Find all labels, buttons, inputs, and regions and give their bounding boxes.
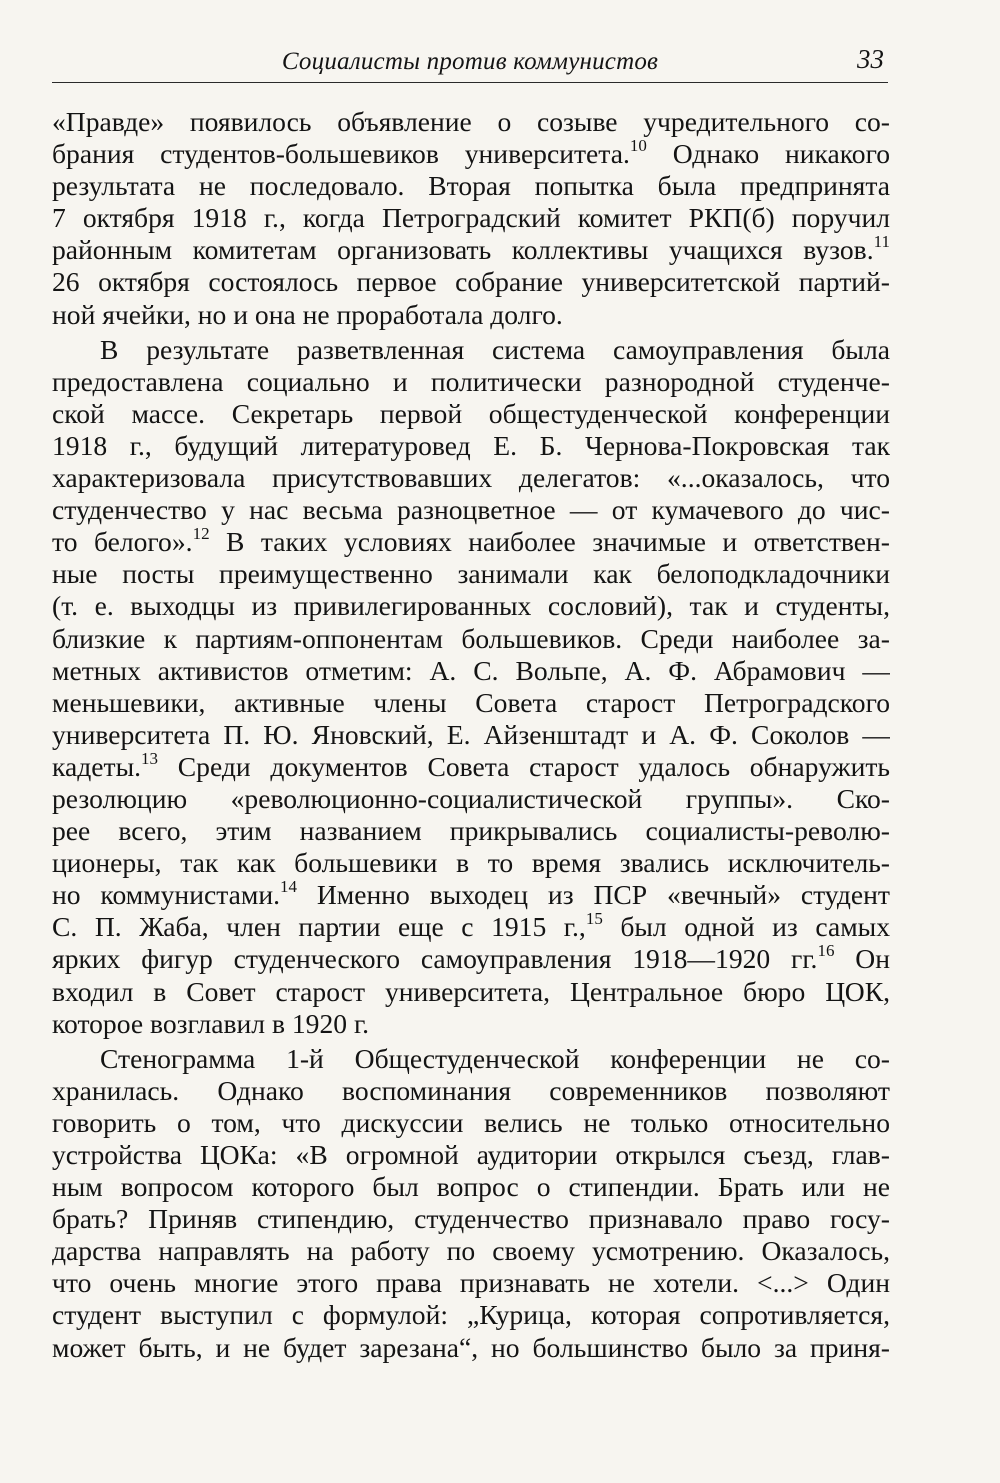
text-line: ярких фигур студенческого самоуправления 1918—1920 гг.$^{16}$ Он: [52, 943, 890, 975]
footnote-marker: 13: [141, 750, 159, 768]
text-line: близкие к партиям-оппонентам большевиков. Среди наиболее за-: [52, 622, 890, 654]
text-line: (т. е. выходцы из привилегированных сословий), так и студенты,: [52, 590, 890, 622]
footnote-marker: 16: [817, 943, 835, 961]
text-line: то белого».$^{12}$ В таких условиях наиболее значимые и ответствен-: [52, 526, 890, 558]
text-line: студенчество у нас весьма разноцветное — от кумачевого до чис-: [52, 494, 890, 526]
paragraph: [52, 106, 890, 331]
text-line: В результате разветвленная система самоуправления была: [100, 333, 890, 365]
running-title: Социалисты против коммунистов: [281, 48, 659, 75]
text-line: ной ячейки, но и она не проработала долго.: [52, 298, 563, 330]
text-line: может быть, и не будет зарезана“, но большинство было за приня-: [52, 1331, 890, 1363]
paragraph: [52, 1043, 890, 1364]
text-line: что очень многие этого права признавать не хотели. <...> Один: [52, 1267, 890, 1299]
text-line: ным вопросом которого был вопрос о стипендии. Брать или не: [52, 1171, 890, 1203]
text-line: хранилась. Однако воспоминания современников позволяют: [52, 1074, 890, 1106]
text-line: меньшевики, активные члены Совета старост Петроградского: [52, 686, 890, 718]
text-line: университета П. Ю. Яновский, Е. Айзенштадт и А. Ф. Соколов —: [52, 718, 890, 750]
text-line: дарства направлять на работу по своему усмотрению. Оказалось,: [52, 1235, 890, 1267]
text-line: результата не последовало. Вторая попытка была предпринята: [52, 170, 890, 202]
text-line: резолюцию «революционно-социалистической группы». Ско-: [52, 782, 890, 814]
text-line: метных активистов отметим: А. С. Вольпе, А. Ф. Абрамович —: [52, 654, 890, 686]
text-line: кадеты.$^{13}$ Среди документов Совета старост удалось обнаружить: [52, 750, 890, 782]
page-number: 33: [857, 44, 884, 74]
text-line: Стенограмма 1-й Общестуденческой конференции не со-: [100, 1042, 890, 1074]
text-line: «Правде» появилось объявление о созыве учредительного со-: [52, 106, 890, 137]
text-line: входил в Совет старост университета, Центральное бюро ЦОК,: [52, 975, 890, 1007]
text-line: предоставлена социально и политически разнородной студенче-: [52, 365, 890, 397]
text-line: брать? Приняв стипендию, студенчество признавало право госу-: [52, 1203, 890, 1235]
footnote-marker: 10: [629, 138, 647, 156]
text-line: 1918 г., будущий литературовед Е. Б. Чернова-Покровская так: [52, 429, 890, 461]
text-line: рее всего, этим названием прикрывались социалисты-револю-: [52, 815, 890, 847]
paragraph: [52, 334, 890, 1040]
text-line: районным комитетам организовать коллективы учащихся вузов.$^{11}$: [52, 234, 890, 266]
body-text: [52, 106, 890, 1364]
footnote-marker: 15: [585, 911, 603, 929]
text-line: 7 октября 1918 г., когда Петроградский комитет РКП(б) поручил: [52, 202, 890, 234]
text-line: ные посты преимущественно занимали как белоподкладочники: [52, 558, 890, 590]
running-header: [52, 42, 888, 83]
text-line: говорить о том, что дискуссии велись не только относительно: [52, 1106, 890, 1138]
text-line: брания студентов-большевиков университета.$^{10}$ Однако никакого: [52, 138, 890, 170]
text-line: ской массе. Секретарь первой общестуденческой конференции: [52, 397, 890, 429]
footnote-marker: 12: [192, 526, 210, 544]
footnote-marker: 14: [279, 879, 297, 897]
text-line: которое возглавил в 1920 г.: [52, 1007, 370, 1039]
text-line: 26 октября состоялось первое собрание университетской партий-: [52, 266, 890, 298]
text-line: студент выступил с формулой: „Курица, которая сопротивляется,: [52, 1299, 890, 1331]
footnote-marker: 11: [873, 234, 890, 252]
text-line: характеризовала присутствовавших делегатов: «...оказалось, что: [52, 462, 890, 494]
text-line: ционеры, так как большевики в то время звались исключитель-: [52, 847, 890, 879]
text-line: но коммунистами.$^{14}$ Именно выходец из ПСР «вечный» студент: [52, 879, 890, 911]
text-line: устройства ЦОКа: «В огромной аудитории открылся съезд, глав-: [52, 1139, 890, 1170]
text-line: С. П. Жаба, член партии еще с 1915 г.,$^{15}$ был одной из самых: [52, 911, 890, 943]
